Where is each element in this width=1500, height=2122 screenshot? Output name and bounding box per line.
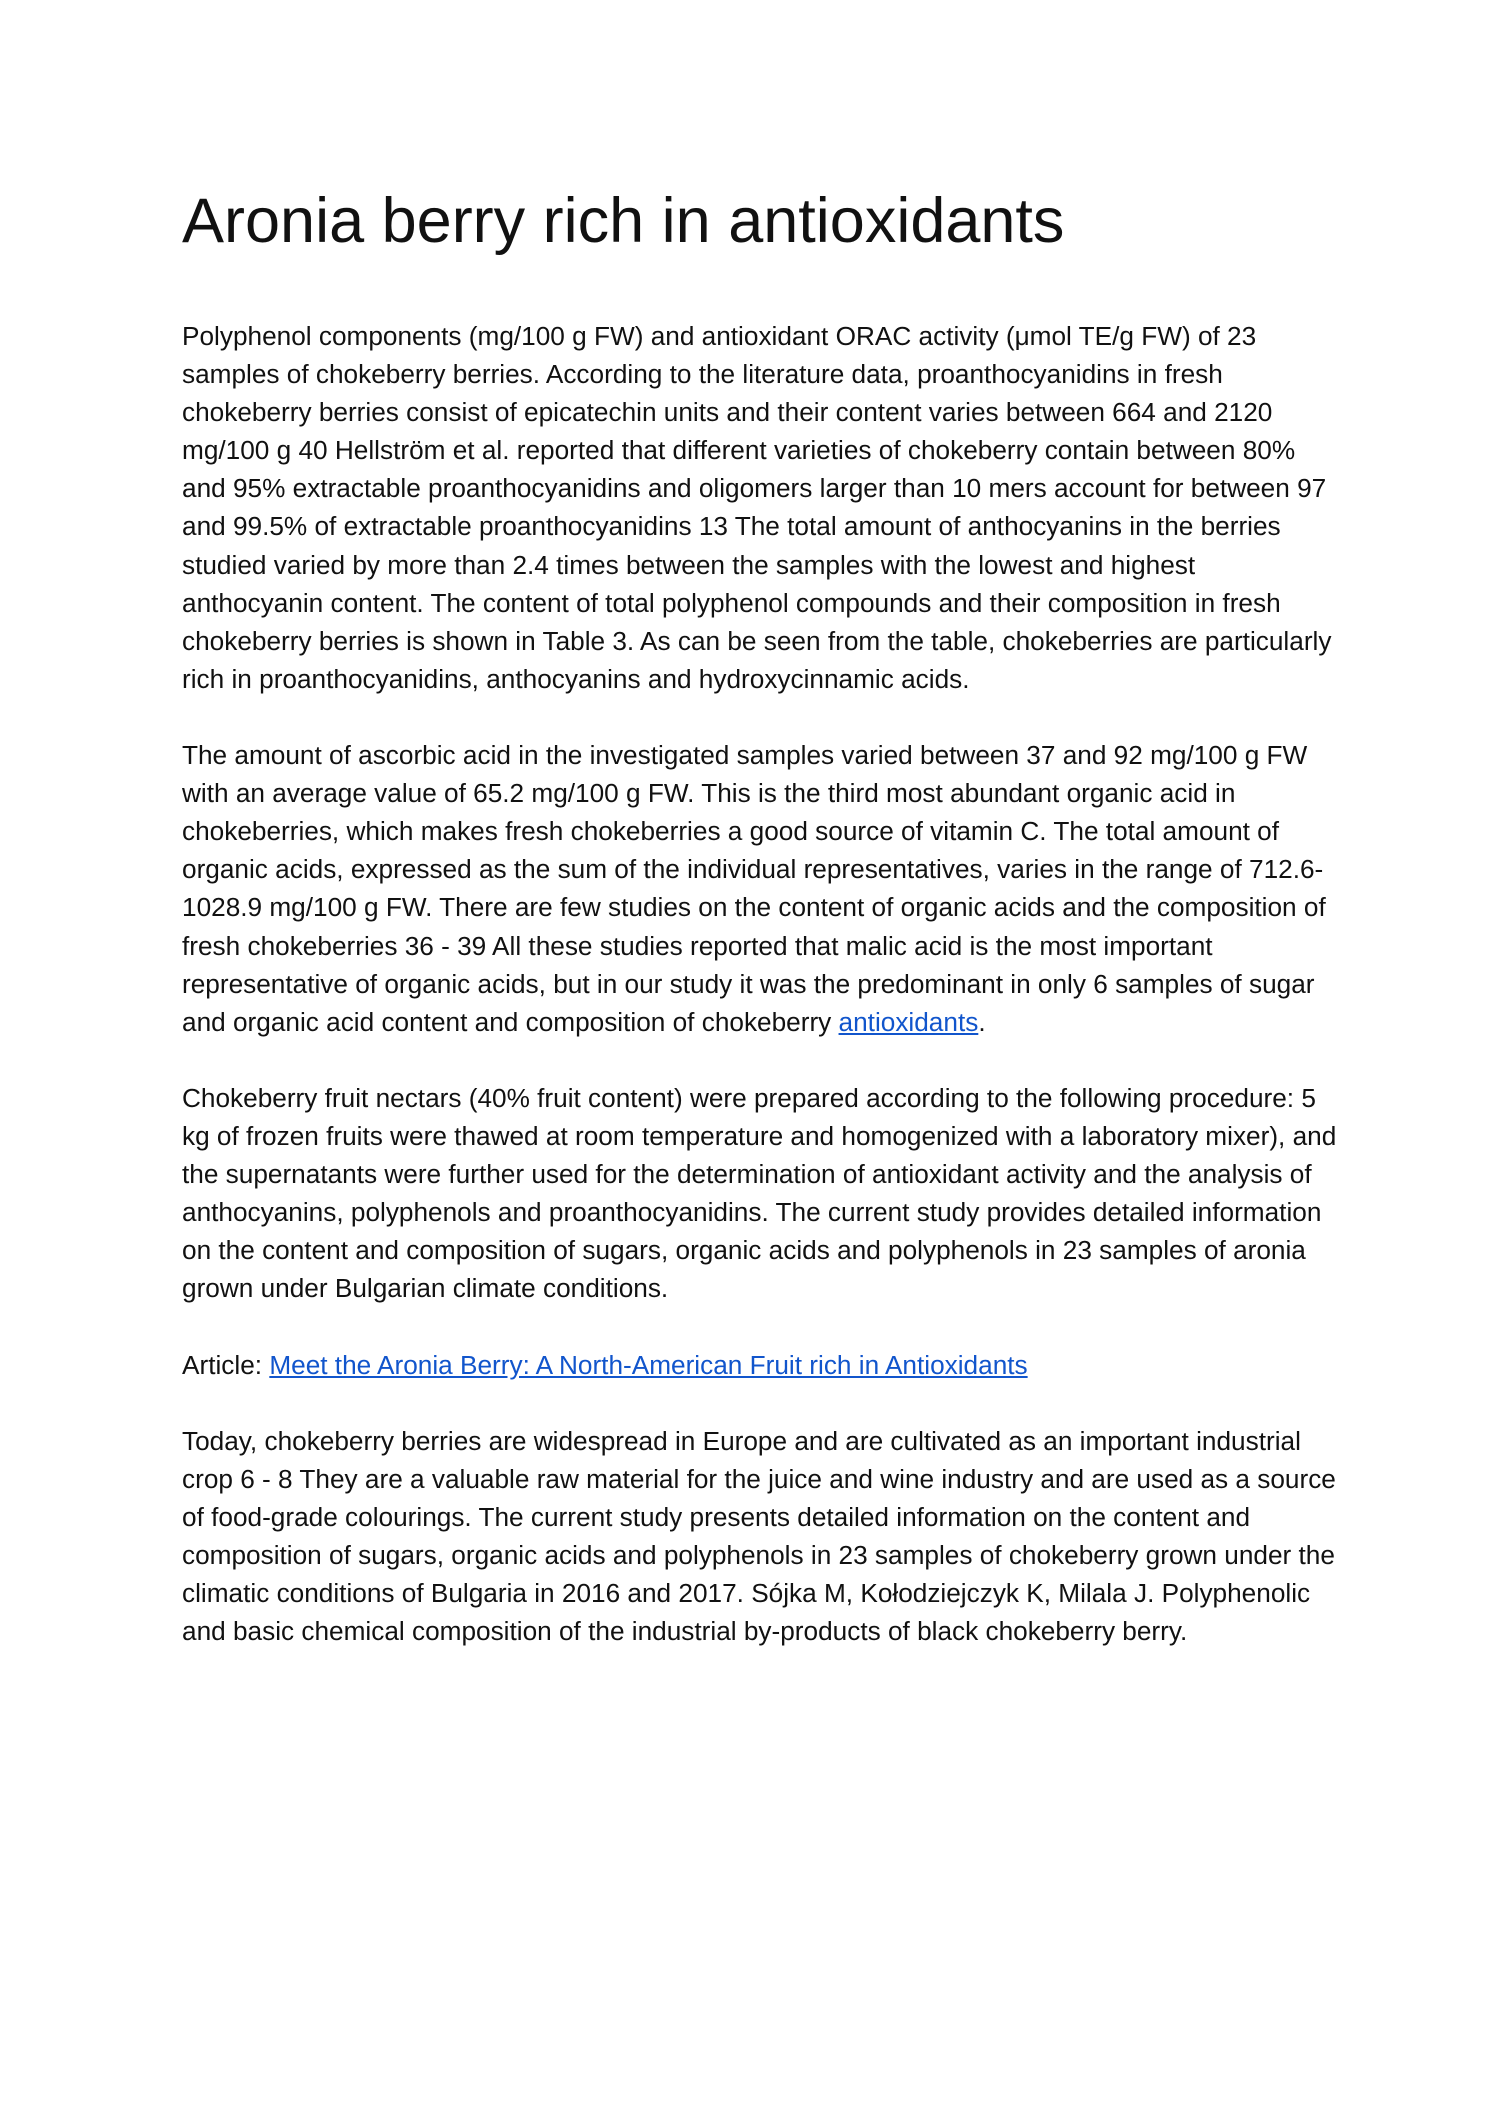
paragraph-ascorbic-acid-text: The amount of ascorbic acid in the investigated samples varied between 37 and 92 mg/100 g FW with an average value of 65.2 mg/100 g FW. This is the third most abundant organic acid in chokeberries, which makes fresh chokeberries a good source of vitamin C. The total amount of organic acids, expressed as the sum of the individual representatives, varies in the range of 712.6-1028.9 mg/100 g FW. There are few studies on the content of organic acids and the composition of fresh chokeberries 36 - 39 All these studies reported that malic acid is the most important representative of organic acids, but in our study it was the predominant in only 6 samples of sugar and organic acid content and composition of chokeberry [182, 740, 1326, 1037]
paragraph-nectars: Chokeberry fruit nectars (40% fruit content) were prepared according to the following procedure: 5 kg of frozen fruits were thawed at room temperature and homogenized with a laboratory mixer), and the supernatants were further used for the determination of antioxidant activity and the analysis of anthocyanins, polyphenols and proanthocyanidins. The current study provides detailed information on the content and composition of sugars, organic acids and polyphenols in 23 samples of aronia grown under Bulgarian climate conditions. [182, 1082, 1337, 1304]
paragraph-cultivation: Today, chokeberry berries are widespread in Europe and are cultivated as an important industrial crop 6 - 8 They are a valuable raw material for the juice and wine industry and are used as a source of food-grade colourings. The current study presents detailed information on the content and composition of sugars, organic acids and polyphenols in 23 samples of chokeberry grown under the climatic conditions of Bulgaria in 2016 and 2017. Sójka M, Kołodziejczyk K, Milala J. Polyphenolic and basic chemical composition of the industrial by-products of black chokeberry berry. [182, 1425, 1336, 1647]
antioxidants-link[interactable]: antioxidants [838, 1006, 979, 1037]
page-title: Aronia berry rich in antioxidants [182, 186, 1065, 256]
article-link[interactable]: Meet the Aronia Berry: A North-American Fruit rich in Antioxidants [269, 1349, 1028, 1380]
paragraph-ascorbic-acid-end: . [978, 1006, 986, 1037]
article-label: Article: [182, 1349, 270, 1380]
paragraph-polyphenols: Polyphenol components (mg/100 g FW) and antioxidant ORAC activity (μmol TE/g FW) of 23 samples of chokeberry berries. According to the literature data, proanthocyanidins in fresh chokeberry berries consist of epicatechin units and their content varies between 664 and 2120 mg/100 g 40 Hellström et al. reported that different varieties of chokeberry contain between 80% and 95% extractable proanthocyanidins and oligomers larger than 10 mers account for between 97 and 99.5% of extractable proanthocyanidins 13 The total amount of anthocyanins in the berries studied varied by more than 2.4 times between the samples with the lowest and highest anthocyanin content. The content of total polyphenol compounds and their composition in fresh chokeberry berries is shown in Table 3. As can be seen from the table, chokeberries are particularly rich in proanthocyanidins, anthocyanins and hydroxycinnamic acids. [182, 321, 1332, 694]
paragraph-article [182, 1346, 1342, 1384]
document-body [182, 317, 1342, 1688]
paragraph-ascorbic-acid [182, 736, 1342, 1041]
